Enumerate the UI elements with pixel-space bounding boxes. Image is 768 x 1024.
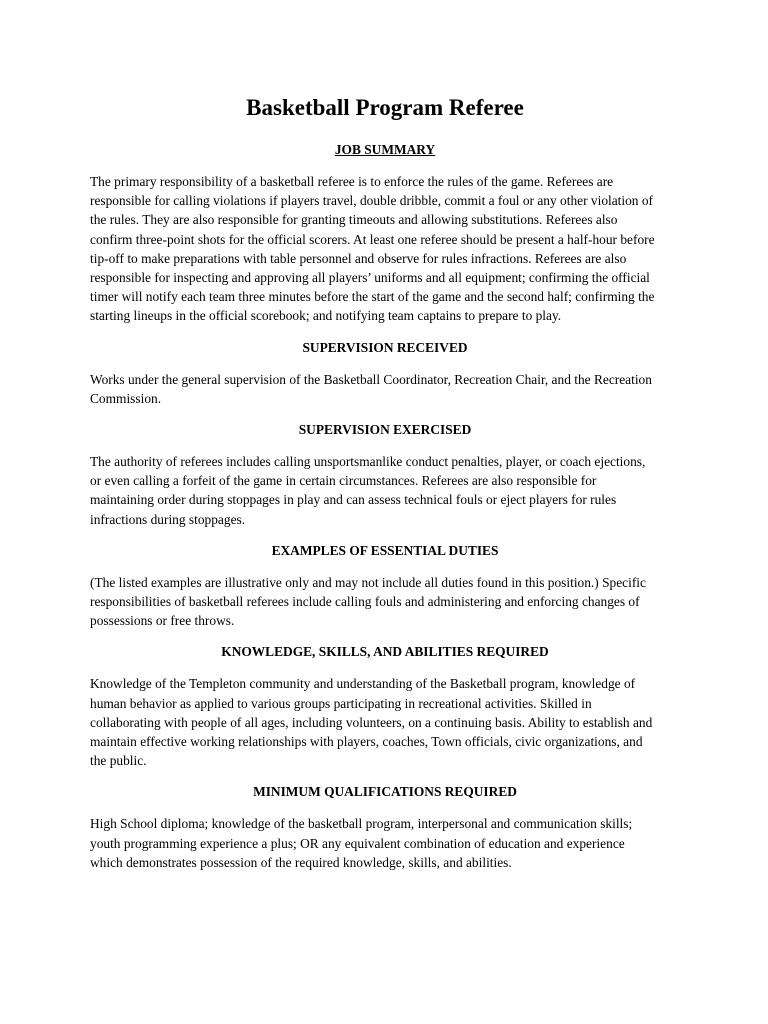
section-essential-duties [90,542,680,631]
section-heading: JOB SUMMARY [334,142,436,157]
section-body: The authority of referees includes calling unsportsmanlike conduct penalties, player, or coach ejections, or even calling a forfeit of the game in certain circumstances. Referees are also responsible for maintaining order during stoppages in play and can assess technical fouls or eject players for rules infractions during stoppages. [90,454,646,527]
section-job-summary [90,141,680,326]
section-body: The primary responsibility of a basketball referee is to enforce the rules of the game. Referees are responsible for calling violations if players travel, double dribble, commit a foul or any other violation of the rules. They are also responsible for granting timeouts and allowing substitutions. Referees also confirm three-point shots for the official scorers. At least one referee should be present a half-hour before tip-off to make preparations with table personnel and observe for rules infractions. Referees are also responsible for inspecting and approving all players’ uniforms and all equipment; confirming the official timer will notify each team three minutes before the start of the game and the second half; confirming the starting lineups in the official scorebook; and notifying team captains to prepare to play. [90,174,655,324]
section-body: Works under the general supervision of the Basketball Coordinator, Recreation Chair, and the Recreation Commission. [90,371,652,406]
section-minimum-qualifications [90,783,680,872]
section-heading: SUPERVISION RECEIVED [302,339,468,355]
section-heading: MINIMUM QUALIFICATIONS REQUIRED [253,784,517,800]
section-supervision-exercised [90,421,680,529]
section-supervision-received [90,339,680,408]
section-body: (The listed examples are illustrative only and may not include all duties found in this position.) Specific responsibilities of basketball referees include calling fouls and administering and enforcing changes of possessions or free throws. [90,574,646,629]
section-body: High School diploma; knowledge of the basketball program, interpersonal and communication skills; youth programming experience a plus; OR any equivalent combination of education and experience which demonstrates possession of the required knowledge, skills, and abilities. [90,816,633,870]
section-heading: KNOWLEDGE, SKILLS, AND ABILITIES REQUIRED [221,644,549,660]
section-heading: EXAMPLES OF ESSENTIAL DUTIES [271,542,499,558]
section-heading: SUPERVISION EXERCISED [298,422,472,438]
document-page [90,93,680,872]
section-body: Knowledge of the Templeton community and understanding of the Basketball program, knowledge of human behavior as applied to various groups participating in recreational activities. Skilled in collaborating with people of all ages, including volunteers, on a continuing basis. Ability to establish and maintain effective working relationships with players, coaches, Town officials, civic organizations, and the public. [90,676,653,769]
document-title: Basketball Program Referee [246,95,524,120]
section-knowledge-skills-abilities [90,643,680,770]
